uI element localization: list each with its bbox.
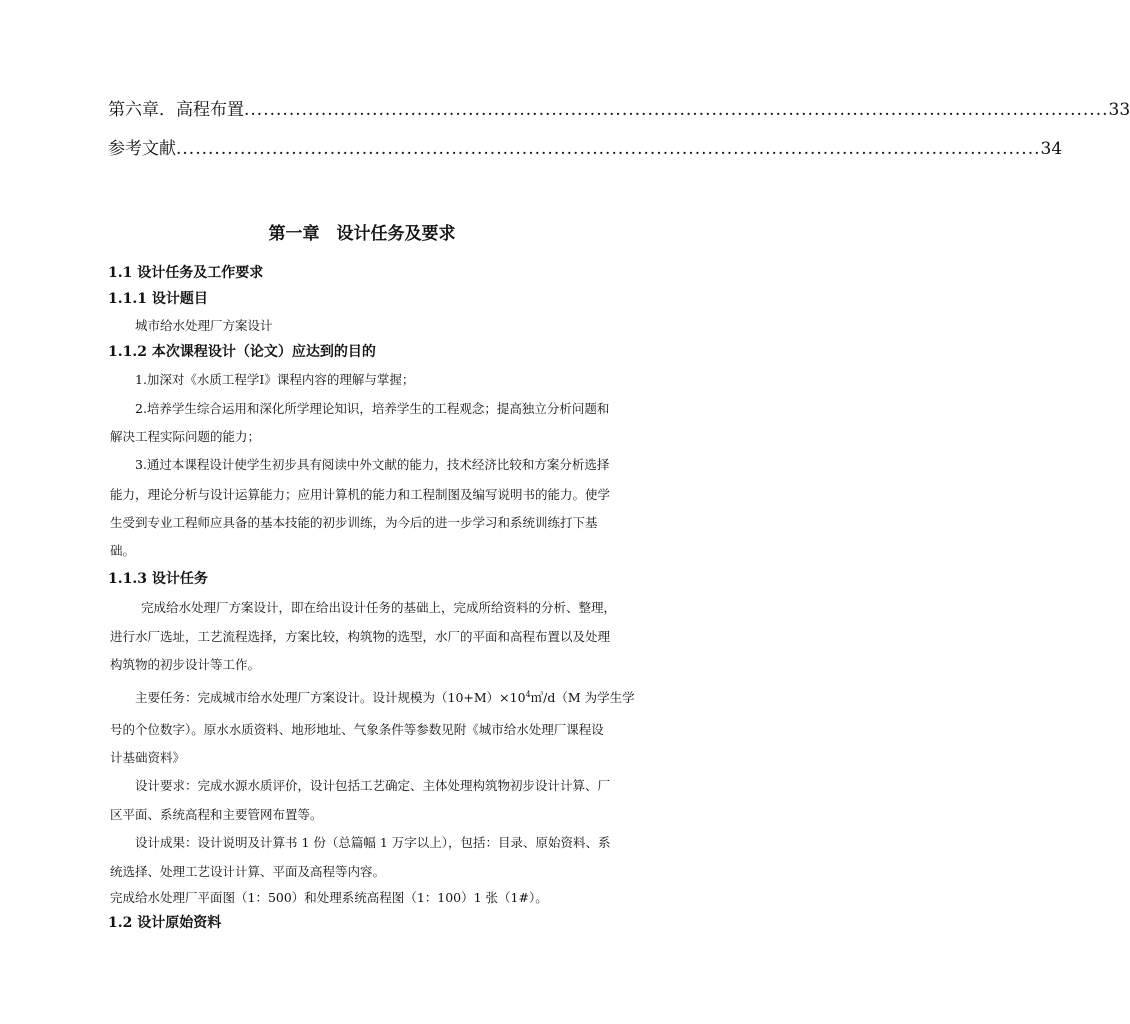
paragraph-line: 完成给水处理厂平面图（1：500）和处理系统高程图（1：100）1 张（1#）。 (110, 890, 548, 905)
paragraph-line: 能力，理论分析与设计运算能力；应用计算机的能力和工程制图及编写说明书的能力。使学 (110, 487, 611, 502)
paragraph-line: 城市给水处理厂方案设计 (135, 318, 273, 333)
exponent: 4 (525, 689, 531, 699)
paragraph-line: 2.培养学生综合运用和深化所学理论知识，培养学生的工程观念；提高独立分析问题和 (135, 401, 610, 416)
subsection-heading: 1.1.3 设计任务 (108, 571, 208, 587)
paragraph-line: 础。 (110, 543, 136, 558)
paragraph-line: 区平面、系统高程和主要管网布置等。 (110, 807, 323, 822)
section-heading: 1.2 设计原始资料 (108, 915, 222, 931)
paragraph-line: 号的个位数字）。原水水质资料、地形地址、气象条件等参数见附《城市给水处理厂课程设 (110, 722, 604, 737)
paragraph-line: 设计成果：设计说明及计算书 1 份（总篇幅 1 万字以上），包括：目录、原始资料、系 (135, 835, 611, 850)
main-task-text: 主要任务：完成城市给水处理厂方案设计。设计规模为（10+M）×10 (135, 690, 526, 705)
subsection-heading: 1.1.2 本次课程设计（论文）应达到的目的 (108, 344, 376, 360)
toc-entry-title: 参考文献 (108, 139, 176, 159)
paragraph-line: 计基础资料》 (110, 750, 186, 765)
paragraph-line (135, 688, 635, 706)
subsection-heading: 1.1.1 设计题目 (108, 291, 208, 307)
section-heading: 1.1 设计任务及工作要求 (108, 265, 264, 281)
paragraph-line: 设计要求：完成水源水质评价，设计包括工艺确定、主体处理构筑物初步设计计算、厂 (135, 778, 611, 793)
toc-leader-dots: ....................................................................................................................................... (176, 139, 1041, 159)
main-task-text: ㎥/d（M 为学生学 (530, 690, 635, 705)
toc-entry-page: 33 (1108, 100, 1130, 120)
paragraph-line: 1.加深对《水质工程学Ⅰ》课程内容的理解与掌握； (135, 372, 415, 387)
paragraph-line: 解决工程实际问题的能力； (110, 429, 261, 444)
paragraph-line: 完成给水处理厂方案设计，即在给出设计任务的基础上，完成所给资料的分析、整理， (141, 600, 617, 615)
toc-leader-dots: ....................................................................................................................................... (244, 100, 1109, 120)
paragraph-line: 统选择、处理工艺设计计算、平面及高程等内容。 (110, 864, 386, 879)
paragraph-line: 构筑物的初步设计等工作。 (110, 657, 261, 672)
paragraph-line: 进行水厂选址，工艺流程选择，方案比较，构筑物的选型，水厂的平面和高程布置以及处理 (110, 629, 611, 644)
toc-entry[interactable] (108, 134, 1063, 159)
toc-entry-page: 34 (1040, 139, 1063, 159)
toc-entry[interactable] (108, 95, 1130, 120)
toc-entry-title: 第六章．高程布置 (108, 100, 244, 120)
paragraph-line: 生受到专业工程师应具备的基本技能的初步训练，为今后的进一步学习和系统训练打下基 (110, 515, 598, 530)
paragraph-line: 3.通过本课程设计使学生初步具有阅读中外文献的能力，技术经济比较和方案分析选择 (135, 457, 610, 472)
chapter-title: 第一章 设计任务及要求 (268, 224, 456, 244)
